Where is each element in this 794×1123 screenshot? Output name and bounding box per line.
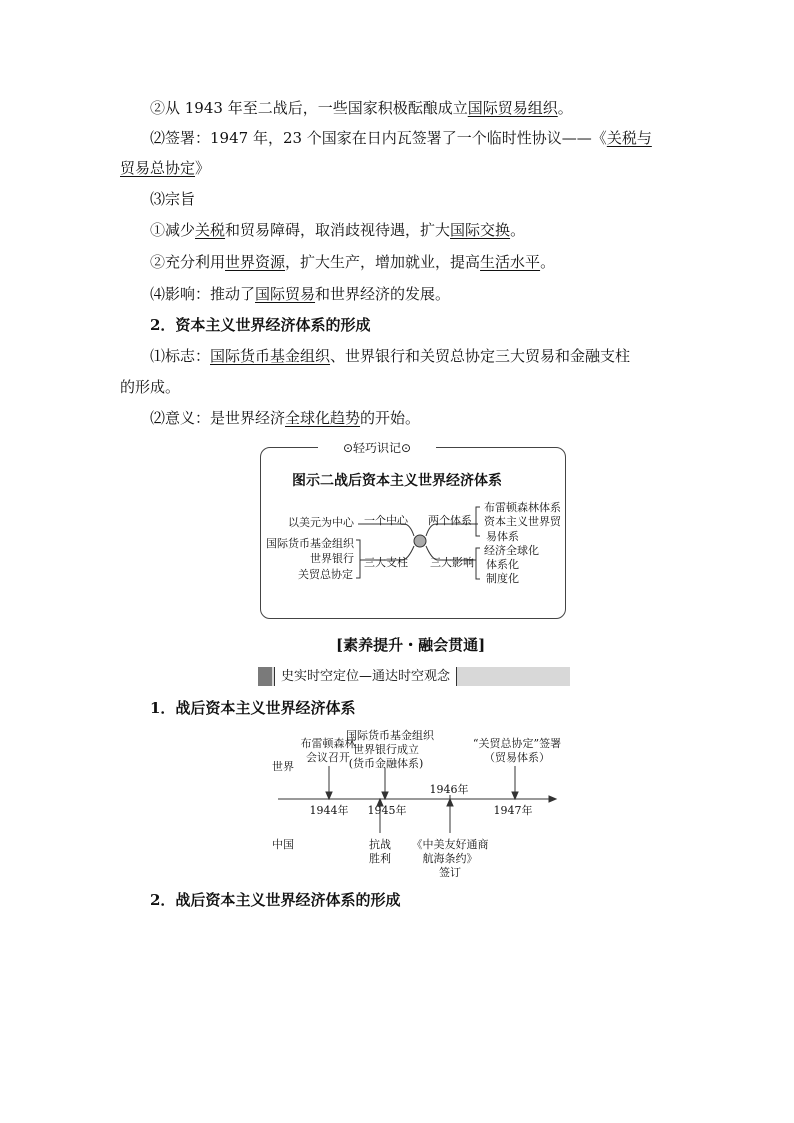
text: 》: [195, 159, 211, 177]
text: 、世界银行和关贸总协定三大贸易和金融支柱: [330, 347, 631, 365]
timeline-event: 签订: [439, 866, 461, 879]
text: ，扩大生产，增加就业，提高: [285, 253, 481, 271]
mindmap-label: 两个体系: [428, 514, 472, 527]
timeline-event: “关贸总协定”签署: [472, 737, 562, 750]
mindmap-label: 体系化: [486, 558, 519, 571]
timeline-event: （贸易体系）: [484, 751, 550, 764]
keyword-underlined: 关税: [195, 221, 226, 239]
banner-label: 史实时空定位—通达时空观念: [274, 667, 457, 686]
mindmap-label: 经济全球化: [484, 544, 539, 557]
keyword-underlined: 国际交换: [450, 221, 511, 239]
timeline-event: 会议召开: [306, 751, 350, 764]
text: 。: [557, 99, 573, 117]
keyword-underlined: 生活水平: [480, 253, 541, 271]
mindmap-label: 以美元为中心: [288, 516, 354, 529]
item-heading-2: 2．战后资本主义世界经济体系的形成: [150, 891, 401, 909]
keyword-underlined: 国际贸易组织: [467, 99, 558, 117]
timeline-event: (货币金融体系): [348, 757, 424, 770]
timeline-year: 1945年: [367, 804, 407, 817]
keyword-underlined: 国际贸易: [255, 285, 316, 303]
mindmap-label: 制度化: [486, 572, 519, 585]
text: 和贸易障碍，取消歧视待遇，扩大: [225, 221, 451, 239]
text: ⑵意义：是世界经济: [150, 409, 286, 427]
text: ⑷影响：推动了: [150, 285, 256, 303]
section-heading: [素养提升・融会贯通]: [336, 636, 486, 654]
keyword-underlined: 全球化趋势: [285, 409, 361, 427]
text: ⑴标志：: [150, 347, 211, 365]
text: 和世界经济的发展。: [315, 285, 451, 303]
mindmap-label: 资本主义世界贸: [484, 515, 561, 528]
text: ①减少: [150, 221, 196, 239]
text: ②充分利用: [150, 253, 226, 271]
timeline-year: 1947年: [493, 804, 533, 817]
timeline-world-label: 世界: [272, 760, 294, 773]
text: 的开始。: [360, 409, 421, 427]
item-heading-1: 1．战后资本主义世界经济体系: [150, 699, 356, 717]
text: 。: [510, 221, 526, 239]
mindmap-label: 布雷顿森林体系: [484, 501, 561, 514]
mindmap-label: 国际货币基金组织: [266, 537, 354, 550]
mindmap-label: 易体系: [486, 530, 519, 543]
timeline-event: 世界银行成立: [353, 743, 419, 756]
mindmap-label: 关贸总协定: [298, 568, 353, 581]
keyword-underlined: 国际货币基金组织: [210, 347, 331, 365]
timeline-event: 航海条约》: [422, 852, 478, 865]
text: ②从 1943 年至二战后，一些国家积极酝酿成立: [150, 99, 468, 117]
text: 的形成。: [120, 378, 181, 396]
mindmap-label: 世界银行: [310, 552, 354, 565]
timeline-event: 《中美友好通商: [411, 838, 489, 851]
keyword-underlined: 贸易总协定: [120, 159, 196, 177]
timeline-event: 布雷顿森林: [300, 737, 356, 750]
text: ⑶宗旨: [150, 190, 196, 208]
mindmap-label: 一个中心: [364, 514, 408, 527]
mindmap-label: 三大影响: [430, 556, 474, 569]
timeline-event: 国际货币基金组织: [346, 729, 434, 742]
keyword-underlined: 关税与: [606, 129, 652, 147]
text: 。: [540, 253, 556, 271]
text: ⑵签署：1947 年，23 个国家在日内瓦签署了一个临时性协议——《: [150, 129, 607, 147]
mindmap-title: 图示二战后资本主义世界经济体系: [292, 473, 502, 489]
keyword-underlined: 世界资源: [225, 253, 286, 271]
timeline-event: 胜利: [369, 852, 391, 865]
timeline-arrowhead: [549, 796, 556, 802]
timeline-year: 1944年: [309, 804, 349, 817]
text: 2．资本主义世界经济体系的形成: [150, 316, 371, 334]
mindmap-tag: ⊙轻巧识记⊙: [318, 440, 436, 456]
mindmap-label: 三大支柱: [364, 556, 408, 569]
timeline-year: 1946年: [429, 783, 469, 796]
timeline-event: 抗战: [369, 838, 391, 851]
timeline-china-label: 中国: [272, 838, 294, 851]
